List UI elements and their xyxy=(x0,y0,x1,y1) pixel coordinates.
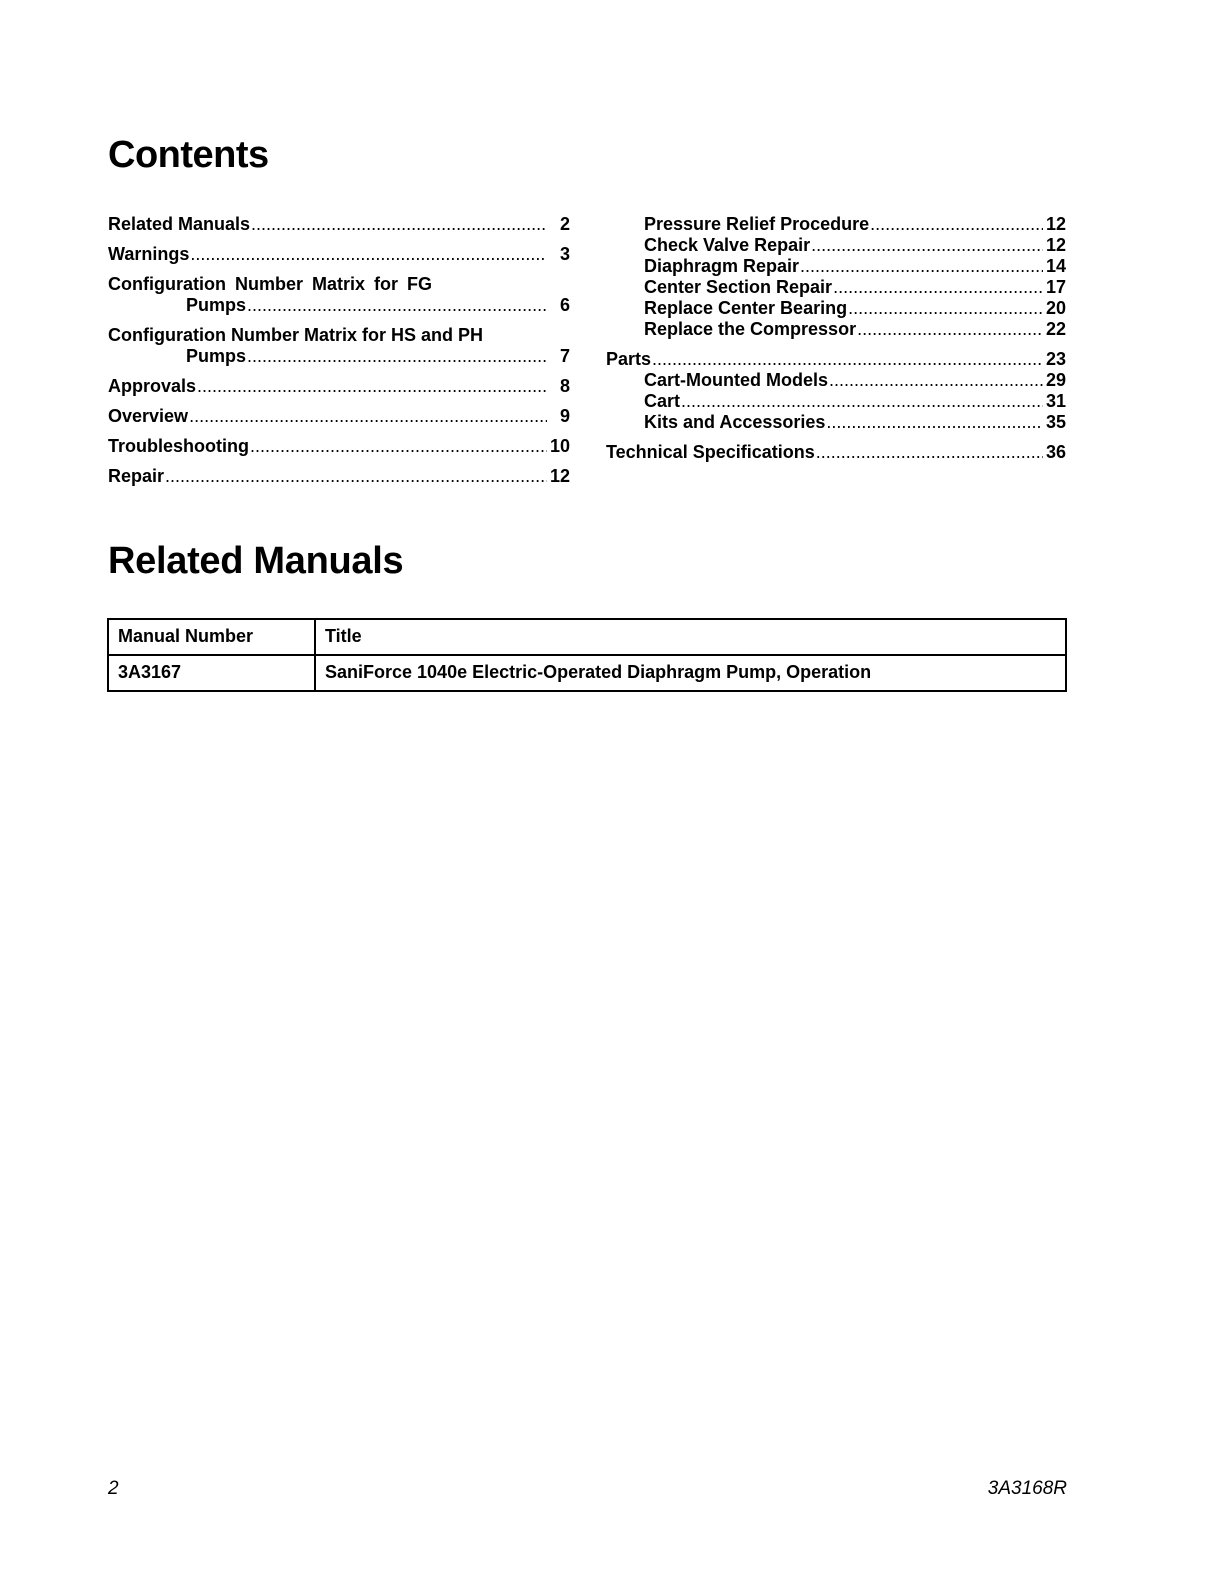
toc-leader-dots xyxy=(250,436,547,457)
toc-entry-technical-specifications[interactable] xyxy=(606,442,1066,463)
toc-entry-label: Repair xyxy=(108,466,165,486)
toc-right-column xyxy=(606,214,1066,463)
toc-entry-label: Cart xyxy=(644,391,681,411)
toc-entry-label-line1: Configuration Number Matrix for HS and PH xyxy=(108,325,484,345)
toc-entry-label: Parts xyxy=(606,349,652,369)
toc-entry-label-line2: Pumps xyxy=(186,295,247,315)
toc-entry-label: Technical Specifications xyxy=(606,442,815,462)
toc-entry-label: Replace the Compressor xyxy=(644,319,857,339)
toc-leader-dots xyxy=(652,349,1043,370)
toc-leader-dots xyxy=(870,214,1043,235)
toc-entry-page: 6 xyxy=(559,295,570,315)
toc-entry-approvals[interactable] xyxy=(108,376,570,397)
toc-leader-dots xyxy=(681,391,1043,412)
toc-entry-page: 9 xyxy=(559,406,570,426)
toc-entry-diaphragm-repair[interactable] xyxy=(606,256,1066,277)
toc-entry-label: Warnings xyxy=(108,244,190,264)
toc-entry-label-line1: Configuration Number Matrix for FG xyxy=(108,274,432,294)
footer-page-number: 2 xyxy=(108,1478,119,1499)
toc-entry-page: 12 xyxy=(1045,214,1066,234)
toc-entry-config-matrix-hs-ph[interactable] xyxy=(108,325,570,367)
toc-leader-dots xyxy=(165,466,547,487)
toc-entry-label: Check Valve Repair xyxy=(644,235,811,255)
toc-entry-page: 14 xyxy=(1045,256,1066,276)
column-header-manual-number: Manual Number xyxy=(108,619,315,655)
toc-entry-page: 22 xyxy=(1045,319,1066,339)
toc-entry-config-matrix-fg[interactable] xyxy=(108,274,570,316)
toc-entry-kits-accessories[interactable] xyxy=(606,412,1066,433)
toc-entry-pressure-relief[interactable] xyxy=(606,214,1066,235)
toc-entry-label: Center Section Repair xyxy=(644,277,833,297)
toc-entry-label: Related Manuals xyxy=(108,214,251,234)
toc-entry-center-section-repair[interactable] xyxy=(606,277,1066,298)
footer-doc-id: 3A3168R xyxy=(987,1478,1067,1499)
toc-entry-label: Troubleshooting xyxy=(108,436,249,456)
toc-entry-label: Overview xyxy=(108,406,189,426)
toc-entry-warnings[interactable] xyxy=(108,244,570,265)
manual-title-cell: SaniForce 1040e Electric-Operated Diaphragm Pump, Operation xyxy=(315,655,1066,691)
toc-entry-parts[interactable] xyxy=(606,349,1066,370)
toc-entry-page: 31 xyxy=(1045,391,1066,411)
contents-title: Contents xyxy=(108,134,269,176)
table-row xyxy=(108,655,1066,691)
toc-leader-dots xyxy=(190,244,547,265)
toc-entry-label: Pressure Relief Procedure xyxy=(644,214,870,234)
toc-entry-label: Replace Center Bearing xyxy=(644,298,848,318)
toc-leader-dots xyxy=(829,370,1043,391)
toc-leader-dots xyxy=(197,376,547,397)
toc-leader-dots xyxy=(826,412,1043,433)
toc-entry-replace-compressor[interactable] xyxy=(606,319,1066,340)
toc-entry-label: Approvals xyxy=(108,376,197,396)
toc-entry-page: 29 xyxy=(1045,370,1066,390)
toc-entry-page: 12 xyxy=(1045,235,1066,255)
toc-entry-related-manuals[interactable] xyxy=(108,214,570,235)
column-header-title: Title xyxy=(315,619,1066,655)
table-header-row xyxy=(108,619,1066,655)
toc-entry-overview[interactable] xyxy=(108,406,570,427)
toc-entry-page: 8 xyxy=(559,376,570,396)
toc-leader-dots xyxy=(189,406,547,427)
manual-number-cell: 3A3167 xyxy=(108,655,315,691)
toc-leader-dots xyxy=(251,214,547,235)
toc-entry-repair[interactable] xyxy=(108,466,570,487)
toc-entry-replace-center-bearing[interactable] xyxy=(606,298,1066,319)
toc-entry-page: 36 xyxy=(1045,442,1066,462)
toc-entry-page: 20 xyxy=(1045,298,1066,318)
toc-entry-check-valve-repair[interactable] xyxy=(606,235,1066,256)
toc-leader-dots xyxy=(857,319,1043,340)
toc-entry-cart[interactable] xyxy=(606,391,1066,412)
toc-entry-label: Cart-Mounted Models xyxy=(644,370,828,390)
toc-left-column xyxy=(108,214,570,496)
toc-entry-page: 7 xyxy=(559,346,570,366)
toc-leader-dots xyxy=(833,277,1043,298)
related-manuals-table xyxy=(107,618,1067,692)
toc-entry-page: 3 xyxy=(559,244,570,264)
toc-leader-dots xyxy=(848,298,1043,319)
related-manuals-title: Related Manuals xyxy=(108,540,404,582)
toc-leader-dots xyxy=(800,256,1043,277)
toc-leader-dots xyxy=(811,235,1043,256)
toc-entry-label-line2: Pumps xyxy=(186,346,247,366)
toc-entry-label: Diaphragm Repair xyxy=(644,256,800,276)
toc-entry-cart-mounted-models[interactable] xyxy=(606,370,1066,391)
toc-entry-troubleshooting[interactable] xyxy=(108,436,570,457)
toc-entry-page: 35 xyxy=(1045,412,1066,432)
toc-entry-page: 10 xyxy=(549,436,570,456)
toc-entry-page: 17 xyxy=(1045,277,1066,297)
toc-leader-dots xyxy=(247,295,547,316)
toc-entry-label: Kits and Accessories xyxy=(644,412,826,432)
toc-leader-dots xyxy=(816,442,1043,463)
toc-entry-page: 23 xyxy=(1045,349,1066,369)
toc-leader-dots xyxy=(247,346,547,367)
toc-entry-page: 12 xyxy=(549,466,570,486)
toc-entry-page: 2 xyxy=(559,214,570,234)
